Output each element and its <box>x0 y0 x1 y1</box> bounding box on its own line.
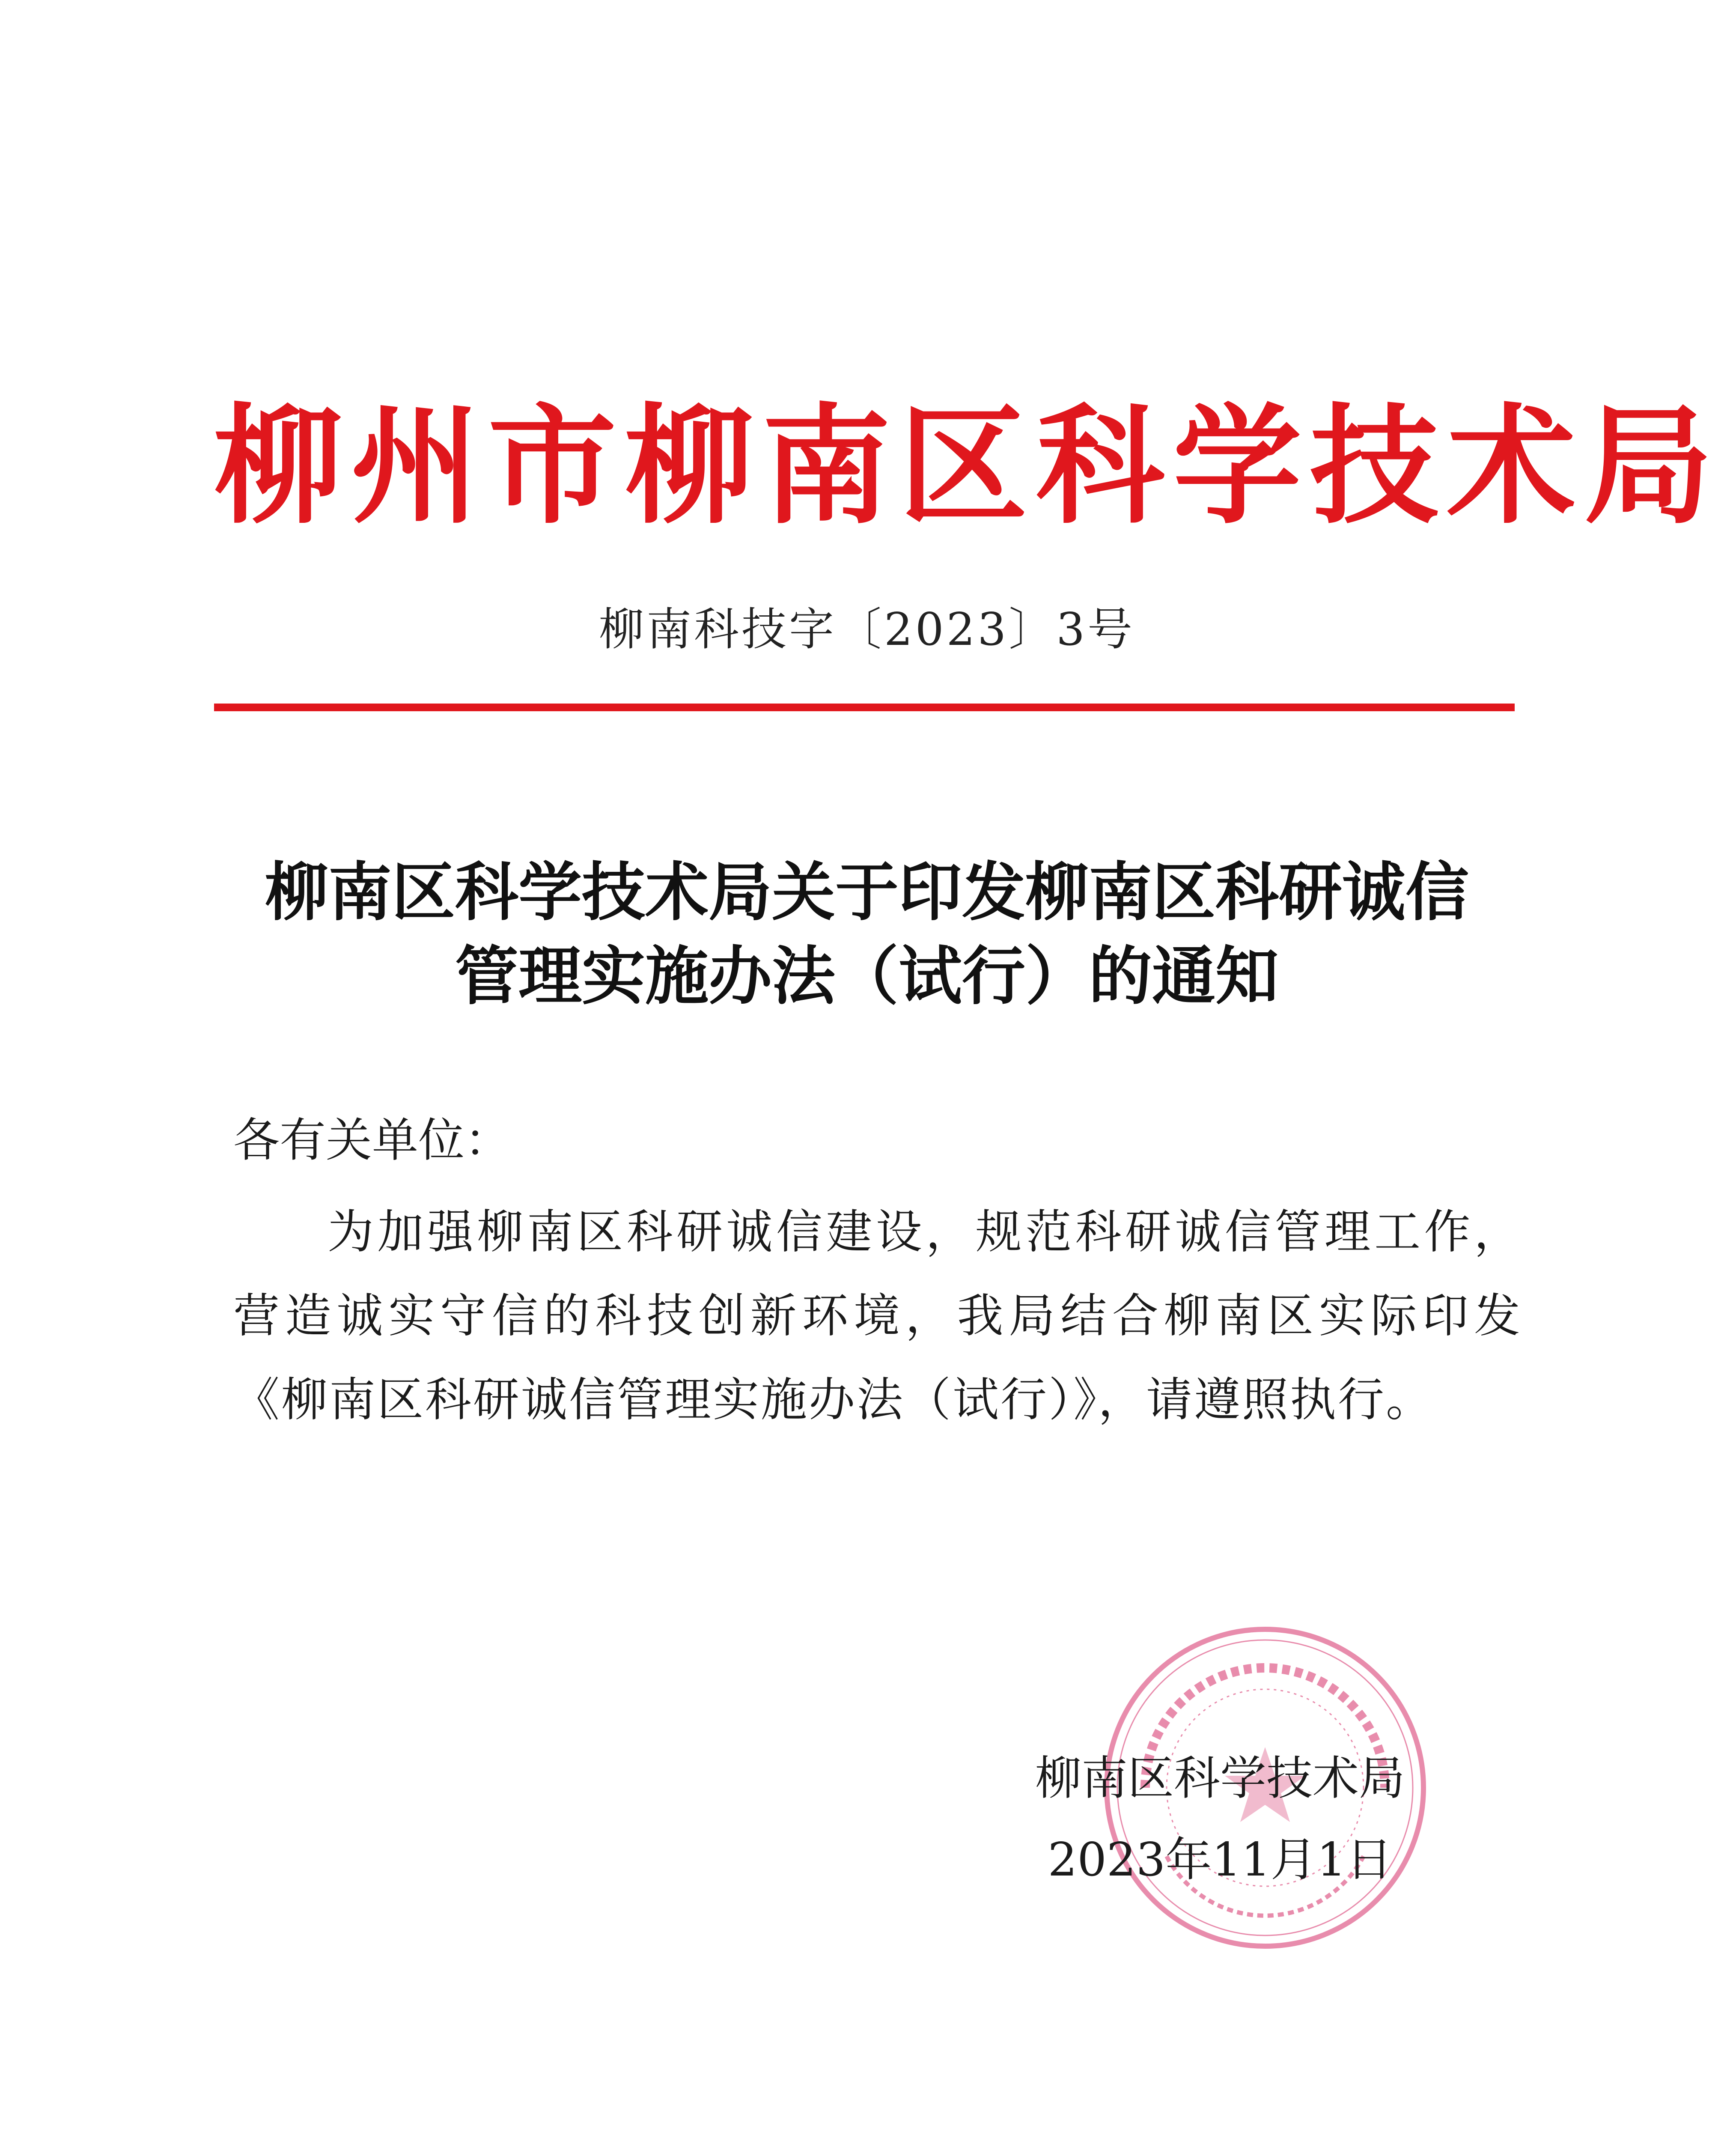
title-line-1: 柳南区科学技术局关于印发柳南区科研诚信 <box>265 855 1469 929</box>
body-paragraph: 为加强柳南区科研诚信建设，规范科研诚信管理工作，营造诚实守信的科技创新环境，我局结合柳南区实际印发《柳南区科研诚信管理实施办法（试行）》，请遵照执行。 <box>233 1205 1522 1427</box>
document-title <box>193 850 1541 1018</box>
signature-organization: 柳南区科学技术局 <box>1035 1752 1405 1805</box>
letterhead-organization: 柳州市柳南区科学技术局 <box>214 392 1721 541</box>
signature-date: 2023年11月1日 <box>1048 1833 1393 1887</box>
salutation: 各有关单位： <box>233 1114 511 1167</box>
document-number: 柳南科技字〔2023〕3号 <box>599 603 1135 656</box>
title-line-2: 管理实施办法（试行）的通知 <box>455 939 1279 1013</box>
red-separator-line <box>214 704 1515 711</box>
